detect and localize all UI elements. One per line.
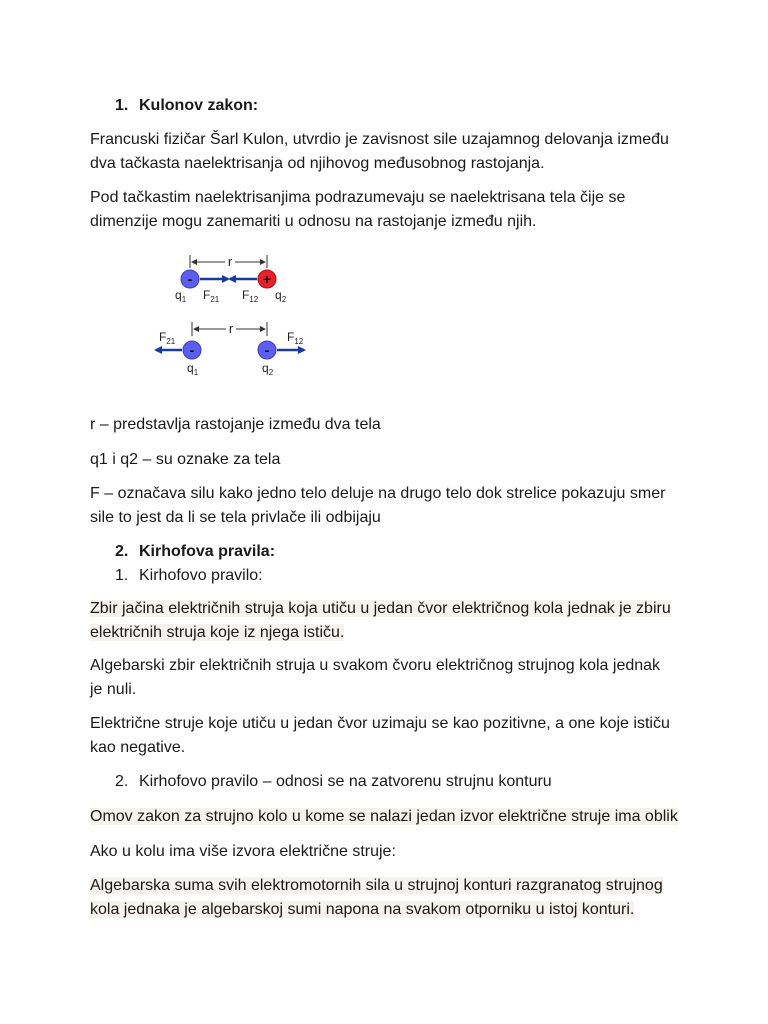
section-1-heading xyxy=(115,95,258,117)
coulomb-intro-line-2: dva tačkasta naelektrisanja od njihovog međusobnog rastojanja. xyxy=(90,155,545,172)
definition-r-text: r – predstavlja rastojanje između dva tela xyxy=(90,416,381,433)
kirchhoff-1-line-1: Zbir jačina električnih struja koja utiču u jedan čvor električnog kola jednak je zbiru xyxy=(90,600,671,617)
definition-f xyxy=(90,482,690,530)
q1-label: $q_1$ xyxy=(175,288,187,304)
kirchhoff-1-statement xyxy=(90,597,690,645)
section-1-title: Kulonov zakon: xyxy=(139,97,259,114)
kirchhoff-2-line-1: Algebarska suma svih elektromotornih sila u strujnoj konturi razgranatog strujnog xyxy=(90,877,663,894)
section-2-title: Kirhofova pravila: xyxy=(139,543,276,560)
section-2-number: 2. xyxy=(115,543,129,560)
repulsion-diagram xyxy=(156,321,304,377)
q2-label: $q_2$ xyxy=(262,361,274,377)
sign-convention-line-1: Električne struje koje utiču u jedan čvor uzimaju se kao pozitivne, a one koje ističu xyxy=(90,715,670,732)
point-charge-line-2: dimenzije mogu zanemariti u odnosu na rastojanje između njih. xyxy=(90,213,537,230)
kirchhoff-2-statement xyxy=(90,874,690,922)
ohm-law-text: Omov zakon za strujno kolo u kome se nalazi jedan izvor električne struje ima oblik xyxy=(90,808,678,825)
f21-label: $F_{21}$ xyxy=(159,330,176,346)
definition-f-line-1: F – označava silu kako jedno telo deluje na drugo telo dok strelice pokazuju smer xyxy=(90,485,666,502)
kirchhoff-rule-2-item xyxy=(115,771,552,793)
coulomb-force-diagram xyxy=(150,240,320,380)
q2-sign: - xyxy=(264,342,270,358)
ohm-law-paragraph xyxy=(90,805,690,829)
q1-sign: - xyxy=(189,342,195,358)
distance-label: r xyxy=(227,254,233,269)
q1-label: $q_1$ xyxy=(187,361,199,377)
attraction-diagram xyxy=(175,254,287,304)
kirchhoff-rule-1-item xyxy=(115,565,263,587)
kirchhoff-2-line-2: kola jednaka je algebarskoj sumi napona na svakom otporniku u istoj konturi. xyxy=(90,901,635,918)
point-charge-paragraph xyxy=(90,186,690,234)
f12-label: $F_{12}$ xyxy=(287,330,304,346)
point-charge-line-1: Pod tačkastim naelektrisanjima podrazumevaju se naelektrisana tela čije se xyxy=(90,189,626,206)
distance-label: r xyxy=(228,321,234,336)
kirchhoff-1-algebraic-line-1: Algebarski zbir električnih struja u svakom čvoru električnog strujnog kola jednak xyxy=(90,657,661,674)
list-item-1-text: Kirhofovo pravilo: xyxy=(139,567,263,584)
coulomb-intro-paragraph xyxy=(90,128,690,176)
q2-label: $q_2$ xyxy=(275,288,287,304)
definition-q-text: q1 i q2 – su oznake za tela xyxy=(90,451,281,468)
kirchhoff-1-line-2: električnih struja koje iz njega ističu. xyxy=(90,624,345,641)
definition-f-line-2: sile to jest da li se tela privlače ili odbijaju xyxy=(90,509,381,526)
kirchhoff-1-algebraic xyxy=(90,654,690,702)
kirchhoff-1-algebraic-line-2: je nuli. xyxy=(90,681,137,698)
list-item-2-number: 2. xyxy=(115,773,129,790)
list-item-1-number: 1. xyxy=(115,567,129,584)
sign-convention-line-2: kao negative. xyxy=(90,739,186,756)
section-1-number: 1. xyxy=(115,97,129,114)
kirchhoff-1-sign-convention xyxy=(90,712,690,760)
q1-sign: - xyxy=(187,271,193,287)
definition-r xyxy=(90,413,690,437)
definition-q xyxy=(90,448,690,472)
multiple-sources-text: Ako u kolu ima više izvora električne struje: xyxy=(90,843,396,860)
list-item-2-text: Kirhofovo pravilo – odnosi se na zatvorenu strujnu konturu xyxy=(139,773,552,790)
f21-label: $F_{21}$ xyxy=(203,288,220,304)
multiple-sources-paragraph xyxy=(90,840,690,864)
section-2-heading xyxy=(115,541,275,563)
coulomb-intro-line-1: Francuski fizičar Šarl Kulon, utvrdio je zavisnost sile uzajamnog delovanja između xyxy=(90,131,669,148)
q2-sign: + xyxy=(262,271,272,287)
f12-label: $F_{12}$ xyxy=(242,288,259,304)
